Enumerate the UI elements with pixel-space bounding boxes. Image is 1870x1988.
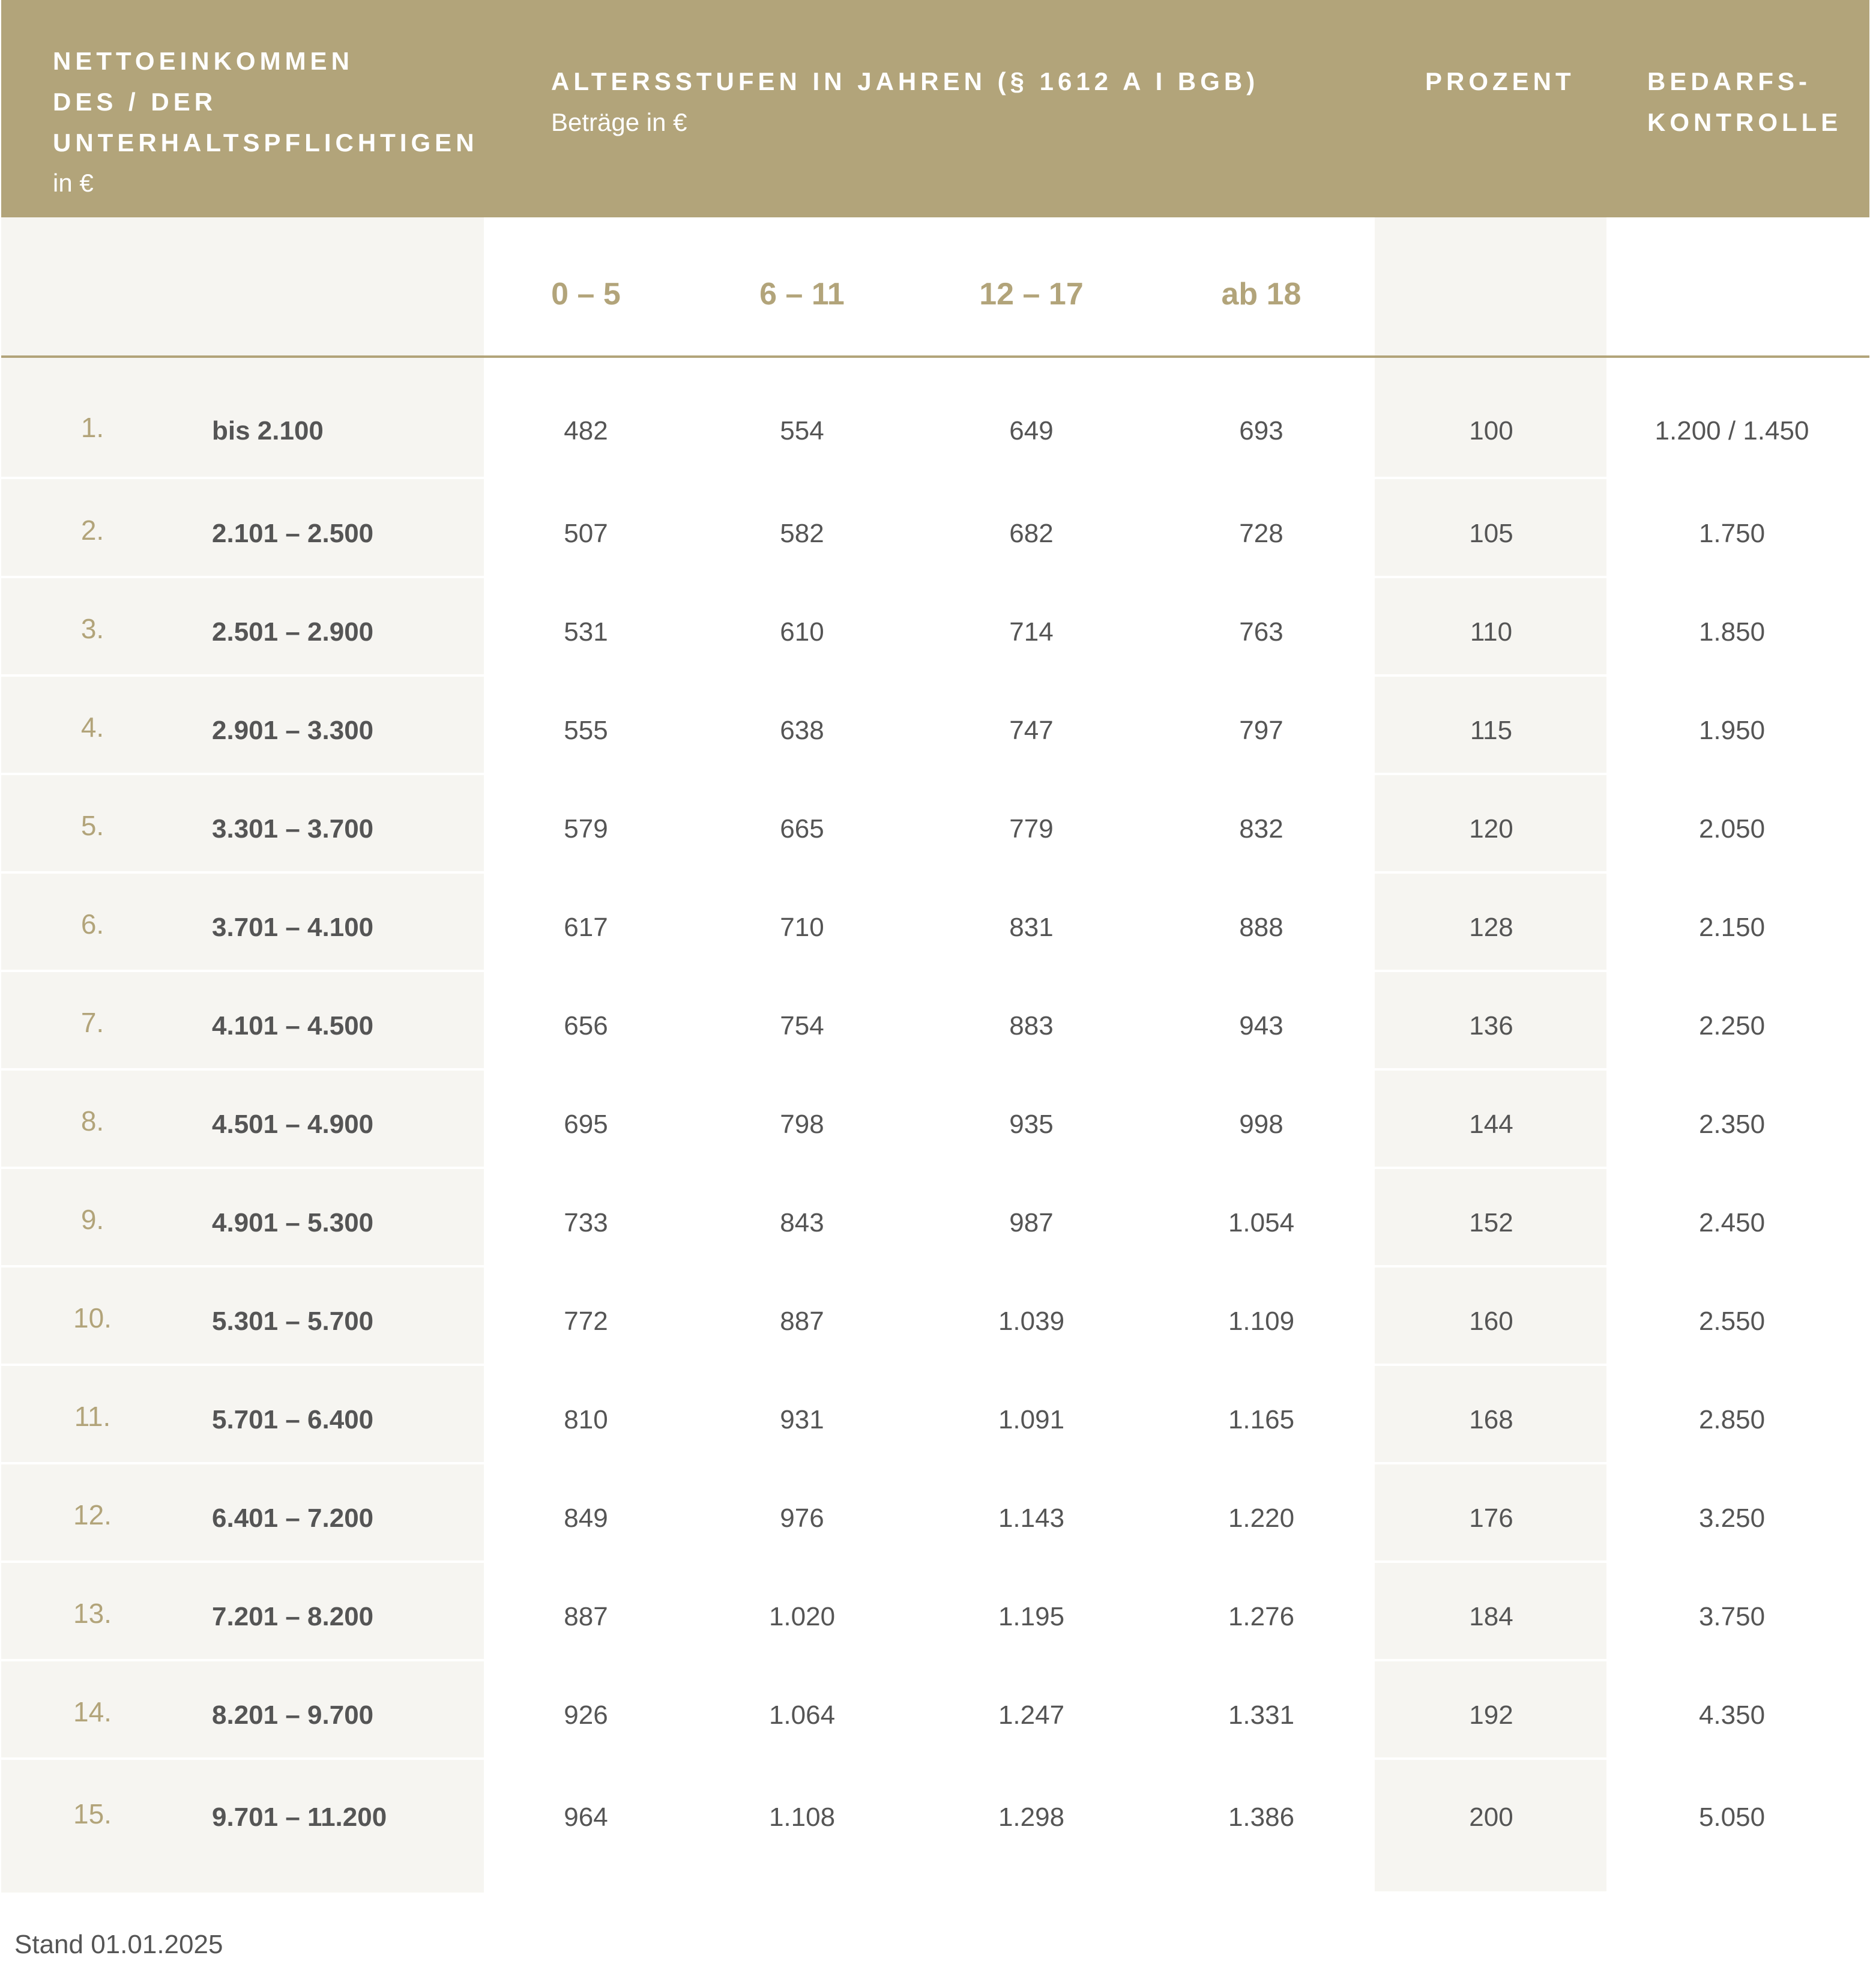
cell-a6: 976 — [780, 1503, 824, 1533]
cell-need: 2.250 — [1698, 1011, 1766, 1041]
income-column-background — [1, 217, 484, 1893]
cell-percent: 136 — [1469, 1011, 1513, 1041]
cell-a0: 482 — [564, 416, 608, 446]
cell-percent: 105 — [1469, 519, 1513, 548]
cell-need: 2.050 — [1698, 814, 1766, 844]
cell-a18: 1.276 — [1228, 1602, 1295, 1631]
row-income-range: 4.501 – 4.900 — [212, 1110, 374, 1139]
cell-need: 1.200 / 1.450 — [1654, 416, 1809, 446]
cell-a12: 1.298 — [998, 1802, 1065, 1832]
row-separator — [1, 871, 1869, 874]
row-rank: 4. — [80, 712, 104, 743]
cell-a6: 554 — [780, 416, 824, 446]
cell-a6: 710 — [780, 913, 824, 942]
cell-a18: 797 — [1239, 716, 1283, 745]
cell-a0: 887 — [564, 1602, 608, 1631]
cell-a18: 728 — [1239, 519, 1283, 548]
header-income-line3: UNTERHALTSPFLICHTIGEN — [53, 128, 478, 157]
row-rank: 13. — [73, 1598, 112, 1629]
row-rank: 14. — [73, 1696, 112, 1727]
row-income-range: 8.201 – 9.700 — [212, 1700, 374, 1730]
row-separator — [1, 773, 1869, 775]
cell-percent: 152 — [1469, 1208, 1513, 1237]
cell-a18: 943 — [1239, 1011, 1283, 1041]
cell-a0: 772 — [564, 1307, 608, 1336]
row-separator — [1, 1560, 1869, 1563]
cell-a18: 998 — [1239, 1110, 1283, 1139]
cell-a6: 1.108 — [768, 1802, 836, 1832]
header-percent: PROZENT — [1425, 67, 1575, 95]
cell-a12: 747 — [1009, 716, 1054, 745]
cell-a6: 754 — [780, 1011, 824, 1041]
row-income-range: 4.101 – 4.500 — [212, 1011, 374, 1041]
age-group-ab-18: ab 18 — [1221, 277, 1301, 312]
row-rank: 7. — [80, 1007, 104, 1038]
cell-a0: 579 — [564, 814, 608, 844]
cell-a12: 1.195 — [998, 1602, 1065, 1631]
cell-percent: 192 — [1469, 1700, 1513, 1730]
row-rank: 9. — [80, 1204, 104, 1235]
cell-a12: 682 — [1009, 519, 1054, 548]
row-separator — [1, 1757, 1869, 1760]
row-separator — [1, 576, 1869, 578]
header-income-unit: in € — [53, 169, 94, 197]
row-income-range: 2.501 – 2.900 — [212, 617, 374, 647]
cell-a0: 507 — [564, 519, 608, 548]
cell-a18: 888 — [1239, 913, 1283, 942]
cell-need: 3.250 — [1698, 1503, 1766, 1533]
header-age-groups: ALTERSSTUFEN IN JAHREN (§ 1612 A I BGB) — [551, 67, 1259, 95]
cell-a12: 1.247 — [998, 1700, 1065, 1730]
row-rank: 3. — [80, 613, 104, 644]
cell-a12: 714 — [1009, 617, 1054, 647]
cell-a12: 935 — [1009, 1110, 1054, 1139]
row-separator — [1, 674, 1869, 677]
cell-need: 2.450 — [1698, 1208, 1766, 1237]
cell-a18: 1.165 — [1228, 1405, 1295, 1434]
cell-a18: 1.386 — [1228, 1802, 1295, 1832]
row-separator — [1, 1659, 1869, 1661]
cell-percent: 144 — [1469, 1110, 1513, 1139]
cell-need: 5.050 — [1698, 1802, 1766, 1832]
cell-a12: 883 — [1009, 1011, 1054, 1041]
row-income-range: 3.301 – 3.700 — [212, 814, 374, 844]
percent-column-background — [1375, 217, 1606, 1891]
cell-a18: 832 — [1239, 814, 1283, 844]
cell-percent: 184 — [1469, 1602, 1513, 1631]
row-income-range: 6.401 – 7.200 — [212, 1503, 374, 1533]
cell-percent: 176 — [1469, 1503, 1513, 1533]
cell-a12: 779 — [1009, 814, 1054, 844]
cell-a18: 763 — [1239, 617, 1283, 647]
cell-a6: 887 — [780, 1307, 824, 1336]
cell-a18: 1.220 — [1228, 1503, 1295, 1533]
cell-percent: 115 — [1470, 716, 1513, 745]
cell-need: 1.950 — [1698, 716, 1766, 745]
row-rank: 15. — [73, 1798, 112, 1829]
cell-need: 2.850 — [1698, 1405, 1766, 1434]
cell-percent: 128 — [1469, 913, 1513, 942]
cell-a12: 1.143 — [998, 1503, 1065, 1533]
header-income — [53, 41, 478, 163]
row-income-range: 7.201 – 8.200 — [212, 1602, 374, 1631]
cell-a0: 656 — [564, 1011, 608, 1041]
row-income-range: 5.301 – 5.700 — [212, 1307, 374, 1336]
row-rank: 6. — [80, 908, 104, 940]
cell-a0: 849 — [564, 1503, 608, 1533]
cell-a12: 987 — [1009, 1208, 1054, 1237]
age-group-6-11: 6 – 11 — [759, 277, 845, 312]
row-separator — [1, 477, 1869, 479]
footnote-date: Stand 01.01.2025 — [14, 1930, 223, 1959]
row-rank: 11. — [74, 1401, 111, 1432]
row-income-range: 9.701 – 11.200 — [212, 1802, 387, 1832]
cell-need: 4.350 — [1698, 1700, 1766, 1730]
cell-a12: 831 — [1009, 913, 1054, 942]
cell-a6: 610 — [780, 617, 824, 647]
cell-percent: 100 — [1469, 416, 1513, 446]
header-income-line2: DES / DER — [53, 88, 217, 116]
cell-a6: 1.020 — [768, 1602, 836, 1631]
cell-a12: 649 — [1009, 416, 1054, 446]
age-group-12-17: 12 – 17 — [979, 277, 1084, 312]
cell-a18: 1.054 — [1228, 1208, 1295, 1237]
table-header — [1, 0, 1869, 217]
header-need-line2: KONTROLLE — [1647, 108, 1842, 136]
header-need-check — [1647, 61, 1857, 143]
row-rank: 10. — [73, 1302, 112, 1334]
cell-percent: 160 — [1469, 1307, 1513, 1336]
row-income-range: 5.701 – 6.400 — [212, 1405, 374, 1434]
row-rank: 1. — [80, 412, 104, 443]
cell-a18: 1.331 — [1228, 1700, 1295, 1730]
cell-a6: 1.064 — [768, 1700, 836, 1730]
row-separator — [1, 1462, 1869, 1464]
cell-a0: 926 — [564, 1700, 608, 1730]
cell-need: 3.750 — [1698, 1602, 1766, 1631]
row-separator — [1, 970, 1869, 972]
cell-a6: 665 — [780, 814, 824, 844]
row-rank: 2. — [80, 515, 104, 546]
cell-percent: 200 — [1469, 1802, 1513, 1832]
cell-percent: 120 — [1469, 814, 1513, 844]
cell-a0: 733 — [564, 1208, 608, 1237]
cell-a18: 1.109 — [1228, 1307, 1295, 1336]
row-income-range: 4.901 – 5.300 — [212, 1208, 374, 1237]
cell-need: 2.150 — [1698, 913, 1766, 942]
row-rank: 12. — [73, 1499, 112, 1530]
cell-need: 2.350 — [1698, 1110, 1766, 1139]
header-need-line1: BEDARFS- — [1647, 67, 1811, 95]
row-separator — [1, 1167, 1869, 1169]
row-separator — [1, 1364, 1869, 1366]
cell-a0: 695 — [564, 1110, 608, 1139]
cell-a12: 1.039 — [998, 1307, 1065, 1336]
cell-a18: 693 — [1239, 416, 1283, 446]
cell-a6: 582 — [780, 519, 824, 548]
row-income-range: bis 2.100 — [212, 416, 324, 446]
row-rank: 5. — [80, 810, 104, 841]
row-income-range: 2.101 – 2.500 — [212, 519, 374, 548]
cell-a6: 638 — [780, 716, 824, 745]
cell-a6: 843 — [780, 1208, 824, 1237]
cell-a0: 617 — [564, 913, 608, 942]
row-separator — [1, 1265, 1869, 1267]
header-divider — [1, 355, 1869, 358]
cell-percent: 110 — [1470, 617, 1513, 647]
cell-a0: 555 — [564, 716, 608, 745]
row-income-range: 3.701 – 4.100 — [212, 913, 374, 942]
cell-a0: 531 — [564, 617, 608, 647]
header-age-unit: Beträge in € — [551, 108, 687, 136]
cell-a6: 931 — [780, 1405, 824, 1434]
row-rank: 8. — [80, 1105, 104, 1137]
cell-percent: 168 — [1469, 1405, 1513, 1434]
row-income-range: 2.901 – 3.300 — [212, 716, 374, 745]
cell-a0: 810 — [564, 1405, 608, 1434]
cell-need: 1.750 — [1698, 519, 1766, 548]
row-separator — [1, 1068, 1869, 1071]
cell-a0: 964 — [564, 1802, 608, 1832]
cell-a6: 798 — [780, 1110, 824, 1139]
header-income-line1: NETTOEINKOMMEN — [53, 47, 354, 75]
cell-need: 1.850 — [1698, 617, 1766, 647]
age-group-0-5: 0 – 5 — [551, 277, 621, 312]
cell-a12: 1.091 — [998, 1405, 1065, 1434]
cell-need: 2.550 — [1698, 1307, 1766, 1336]
